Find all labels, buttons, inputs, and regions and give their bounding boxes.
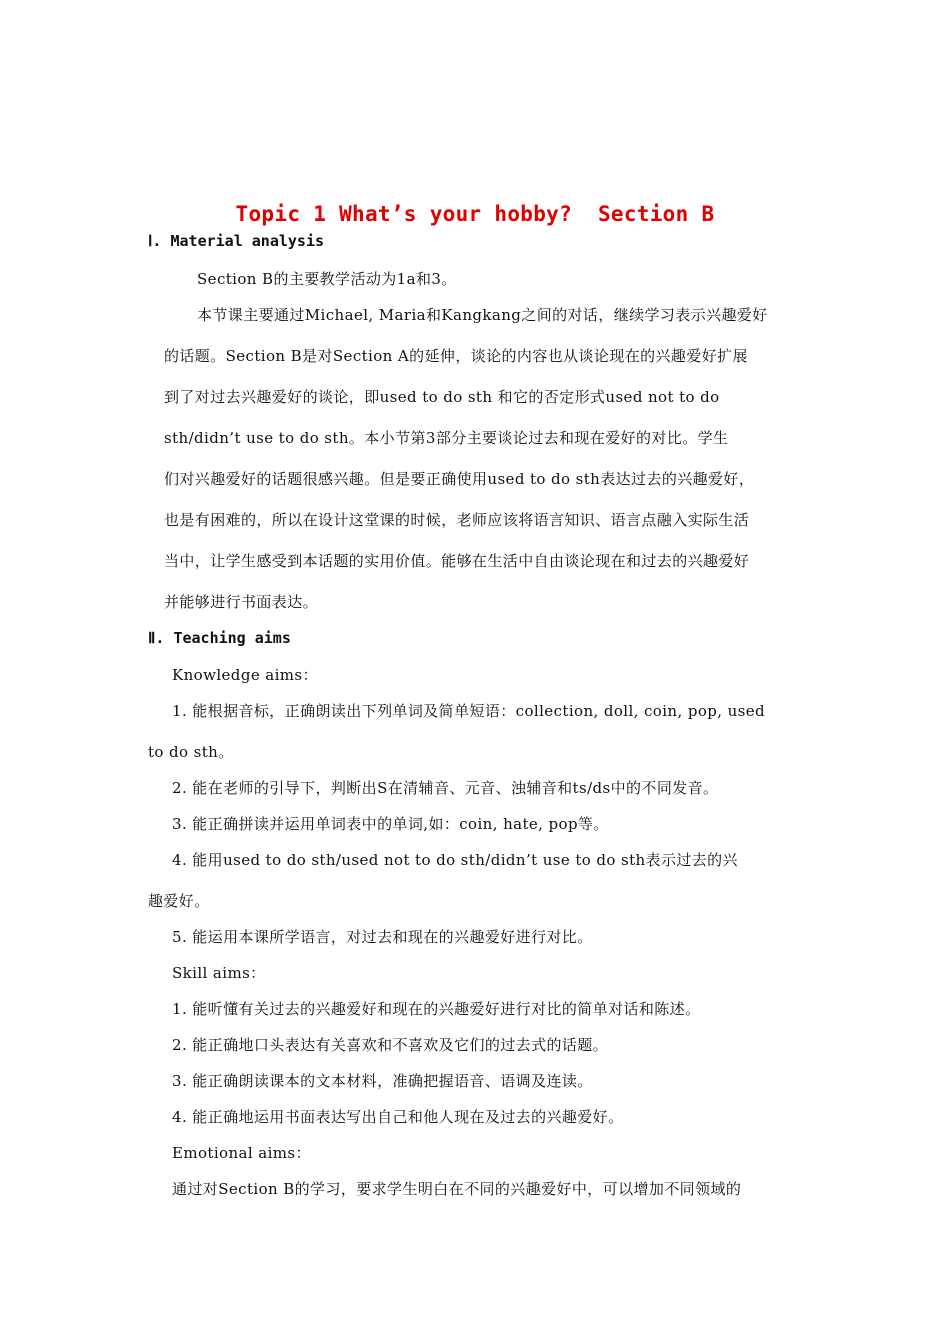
subheading-knowledge-aims: Knowledge aims： [172, 666, 318, 684]
section-heading-material-analysis: Ⅰ. Material analysis [148, 232, 325, 250]
paragraph-line: sth/didn’t use to do sth。本小节第3部分主要谈论过去和现在爱好的对比。学生 [164, 429, 729, 447]
knowledge-aim-4: 4. 能用used to do sth/used not to do sth/didn’t use to do sth表示过去的兴 [172, 851, 738, 869]
knowledge-aim-1-cont: to do sth。 [148, 743, 234, 761]
knowledge-aim-4-cont: 趣爱好。 [148, 892, 210, 910]
paragraph-line: Section B的主要教学活动为1a和3。 [197, 270, 457, 288]
subheading-emotional-aims: Emotional aims： [172, 1144, 311, 1162]
paragraph-line: 也是有困难的，所以在设计这堂课的时候，老师应该将语言知识、语言点融入实际生活 [164, 511, 750, 529]
section-heading-teaching-aims: Ⅱ. Teaching aims [148, 629, 291, 647]
paragraph-line: 并能够进行书面表达。 [164, 593, 319, 611]
paragraph-line: 的话题。Section B是对Section A的延伸，谈论的内容也从谈论现在的兴趣爱好扩展 [164, 347, 748, 365]
skill-aim-2: 2. 能正确地口头表达有关喜欢和不喜欢及它们的过去式的话题。 [172, 1036, 609, 1054]
knowledge-aim-5: 5. 能运用本课所学语言，对过去和现在的兴趣爱好进行对比。 [172, 928, 593, 946]
skill-aim-4: 4. 能正确地运用书面表达写出自己和他人现在及过去的兴趣爱好。 [172, 1108, 624, 1126]
paragraph-line: 当中，让学生感受到本话题的实用价值。能够在生活中自由谈论现在和过去的兴趣爱好 [164, 552, 750, 570]
knowledge-aim-2: 2. 能在老师的引导下，判断出S在清辅音、元音、浊辅音和ts/ds中的不同发音。 [172, 779, 719, 797]
skill-aim-3: 3. 能正确朗读课本的文本材料，准确把握语音、语调及连读。 [172, 1072, 593, 1090]
paragraph-line: 们对兴趣爱好的话题很感兴趣。但是要正确使用used to do sth表达过去的兴趣爱好， [164, 470, 755, 488]
paragraph-line: 本节课主要通过Michael, Maria和Kangkang之间的对话，继续学习表示兴趣爱好 [197, 306, 768, 324]
knowledge-aim-1: 1. 能根据音标，正确朗读出下列单词及简单短语：collection, doll, coin, pop, used [172, 702, 766, 720]
document-title: Topic 1 What’s your hobby? Section B [235, 202, 715, 226]
subheading-skill-aims: Skill aims： [172, 964, 266, 982]
knowledge-aim-3: 3. 能正确拼读并运用单词表中的单词,如：coin, hate, pop等。 [172, 815, 609, 833]
paragraph-line: 到了对过去兴趣爱好的谈论，即used to do sth 和它的否定形式used not to do [164, 388, 720, 406]
skill-aim-1: 1. 能听懂有关过去的兴趣爱好和现在的兴趣爱好进行对比的简单对话和陈述。 [172, 1000, 701, 1018]
emotional-aim-1: 通过对Section B的学习，要求学生明白在不同的兴趣爱好中，可以增加不同领域的 [172, 1180, 742, 1198]
